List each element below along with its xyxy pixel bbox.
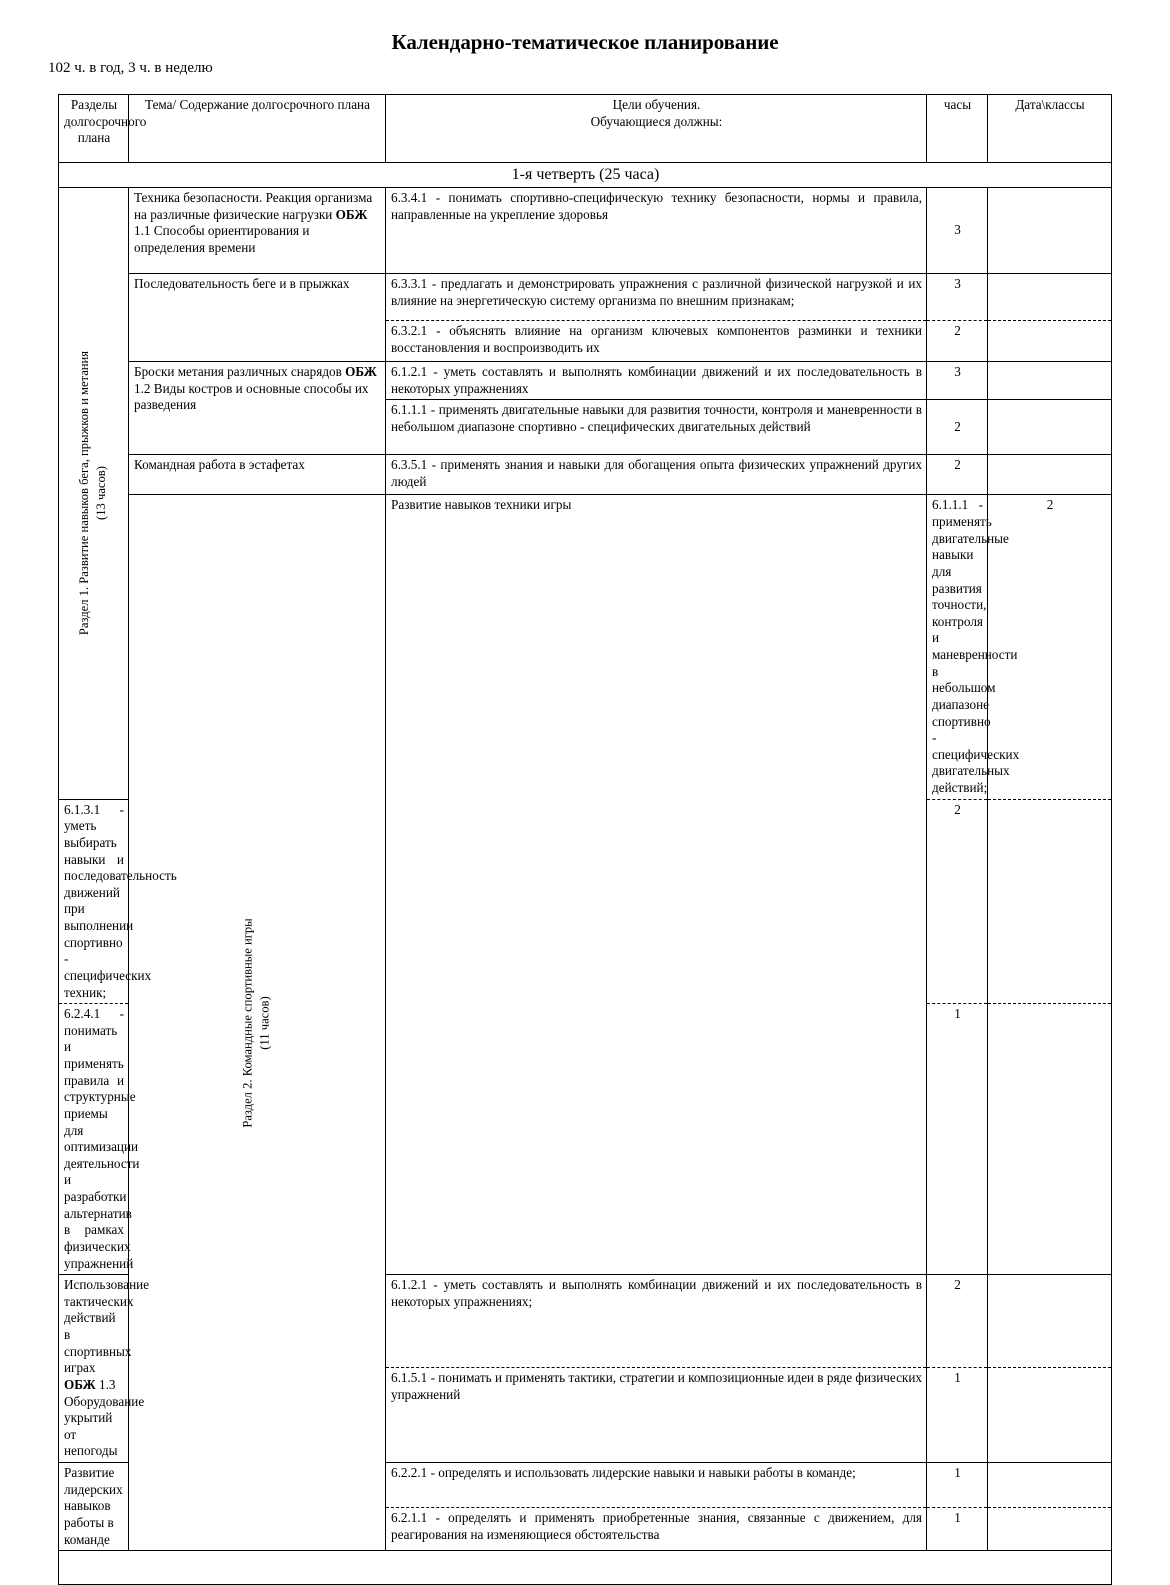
theme-line: в спортивных играх [64,1327,132,1376]
date-class-cell[interactable] [988,1508,1112,1551]
theme-line: Командная работа в эстафетах [134,457,305,473]
goal-cell: 6.1.2.1 - уметь составлять и выполнять комбинации движений и их последовательность в некоторых упражнениях [386,362,927,400]
header-hours: часы [927,95,988,163]
theme-line: команде [64,1531,110,1547]
section-label-hours: (11 часов) [258,996,272,1050]
goal-cell: 6.1.5.1 - понимать и применять тактики, стратегии и композиционные идеи в ряде физических упражнений [386,1368,927,1463]
theme-cell [59,1275,150,1463]
goal-cell: 6.2.1.1 - определять и применять приобретенные знания, связанные с движением, для реагирования на изменяющиеся обстоятельства [386,1508,927,1551]
header-sections: Разделы долгосрочного плана [59,95,129,163]
theme-cell [386,495,927,1275]
header-goals [386,95,927,163]
hours-cell: 2 [927,1275,988,1368]
date-class-cell[interactable] [988,400,1112,455]
date-class-cell[interactable] [988,188,1112,274]
date-class-cell[interactable] [988,321,1112,362]
date-class-cell[interactable] [988,362,1112,400]
hours-cell: 3 [927,274,988,321]
calendar-thematic-plan-table [58,94,1112,1585]
table-row [59,188,1112,274]
table-header-row [59,95,1112,163]
section-label-rotator [59,188,128,799]
theme-line: Использование тактических действий [64,1277,150,1326]
theme-cell [59,1463,129,1551]
goal-cell: 6.2.2.1 - определять и использовать лидерские навыки и навыки работы в команде; [386,1463,927,1508]
theme-line: нагрузки [282,206,333,222]
hours-cell: 1 [927,1004,988,1275]
table-row [59,495,1112,799]
goal-cell: 6.1.3.1 - уметь выбирать навыки и последовательность движений при выполнении спортивно - специфических техник; [59,799,129,1004]
goal-cell: 6.3.5.1 - применять знания и навыки для обогащения опыта физических упражнений других людей [386,455,927,495]
theme-line: Броски метания различных снарядов [134,364,342,380]
table-row [59,274,1112,321]
section-label-hours: (13 часов) [94,466,109,521]
header-date-classes: Дата\классы [988,95,1112,163]
theme-obzh-label: ОБЖ [345,364,377,380]
section-label-main: Раздел 2. Командные спортивные игры [241,918,255,1128]
theme-obzh-label: ОБЖ [64,1376,96,1392]
theme-obzh-text: 1.3 Оборудование укрытий от непогоды [64,1376,145,1459]
theme-line: Последовательность беге и в прыжках [134,276,350,292]
table-footer-empty-row [59,1551,1112,1585]
section-label-text [240,918,274,1127]
section-label-text [77,351,111,635]
section-label-rotator [129,495,385,1550]
hours-cell: 2 [927,400,988,455]
goal-cell: 6.3.2.1 - объяснять влияние на организм ключевых компонентов разминки и техники восстановления и воспроизводить их [386,321,927,362]
header-goals-line2: Обучающиеся должны: [590,113,723,129]
theme-cell [129,188,386,274]
date-class-cell[interactable] [988,1463,1112,1508]
hours-cell: 1 [927,1508,988,1551]
date-class-cell[interactable] [988,1275,1112,1368]
theme-line: организма на различные физические [134,190,373,222]
hours-cell: 2 [927,455,988,495]
theme-obzh-text: 1.2 Виды костров и основные способы их разведения [134,380,369,413]
page-title: Календарно-тематическое планирование [391,30,779,54]
quarter-title: 1-я четверть (25 часа) [59,163,1112,188]
section-label-cell-2 [129,495,386,1551]
hours-cell: 2 [927,321,988,362]
goal-cell: 6.1.2.1 - уметь составлять и выполнять комбинации движений и их последовательность в некоторых упражнениях; [386,1275,927,1368]
theme-obzh-text: 1.1 Способы ориентирования и определения времени [134,223,310,256]
date-class-cell[interactable] [988,1368,1112,1463]
theme-obzh-label: ОБЖ [335,206,368,222]
hours-summary: 102 ч. в год, 3 ч. в неделю [48,60,213,76]
date-class-cell[interactable] [988,799,1112,1004]
quarter-title-row [59,163,1112,188]
table-row [59,455,1112,495]
goal-cell: 6.2.4.1 - понимать и применять правила и структурные приемы для оптимизации деятельности и разработки альтернатив в рамках физических упражнений [59,1004,129,1275]
theme-line: Развитие навыков техники игры [391,497,572,513]
hours-cell: 3 [927,362,988,400]
hours-cell: 1 [927,1368,988,1463]
theme-cell [129,455,386,495]
date-class-cell[interactable] [988,274,1112,321]
section-label-cell-1 [59,188,129,800]
hours-cell: 2 [988,495,1112,799]
theme-cell [129,274,386,362]
empty-cell[interactable] [59,1551,1112,1585]
hours-cell: 2 [927,799,988,1004]
goal-cell: 6.3.4.1 - понимать спортивно-специфическую технику безопасности, нормы и правила, направленные на укрепление здоровья [386,188,927,274]
section-label-main: Раздел 1. Развитие навыков бега, прыжков и метания [77,351,92,636]
theme-cell [129,362,386,455]
goal-cell: 6.1.1.1 - применять двигательные навыки для развития точности, контроля и маневренности в небольшом диапазоне спортивно - специфических двигательных действий; [927,495,988,799]
theme-line: Развитие лидерских навыков работы в [64,1465,123,1530]
header-goals-line1: Цели обучения. [612,97,701,112]
hours-cell: 3 [927,188,988,274]
date-class-cell[interactable] [988,1004,1112,1275]
hours-cell: 1 [927,1463,988,1508]
goal-cell: 6.3.3.1 - предлагать и демонстрировать упражнения с различной физической нагрузкой и их влияние на энергетическую систему организма по внешним признакам; [386,274,927,321]
date-class-cell[interactable] [988,455,1112,495]
theme-line: Техника безопасности. Реакция [134,190,312,206]
goal-cell: 6.1.1.1 - применять двигательные навыки для развития точности, контроля и маневренности в небольшом диапазоне спортивно - специфических двигательных действий [386,400,927,455]
header-theme: Тема/ Содержание долгосрочного плана [129,95,386,163]
table-row [59,362,1112,400]
